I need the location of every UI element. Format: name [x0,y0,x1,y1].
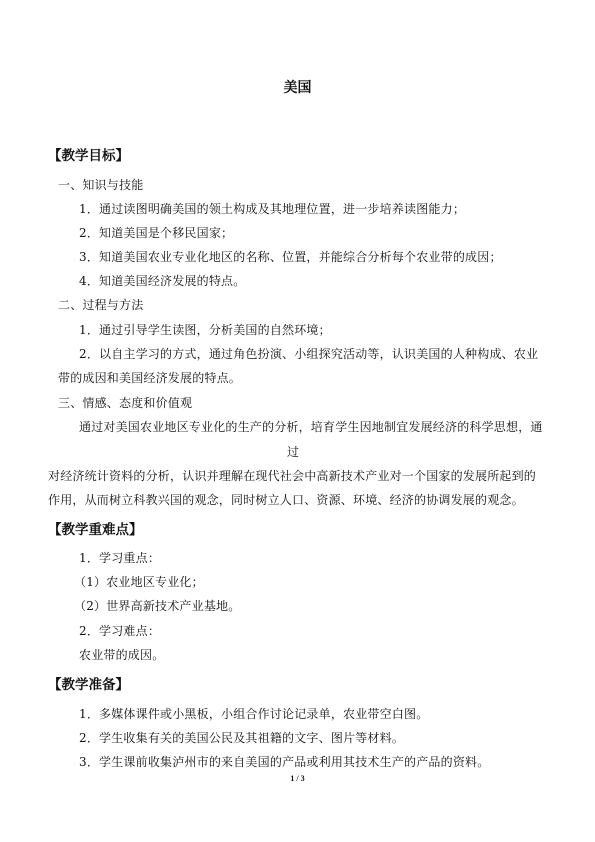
key-point-item-1: （1）农业地区专业化； [74,575,204,589]
section-heading-objectives: 【教学目标】 [48,148,129,164]
preparation-item-3: 3．学生课前收集泸州市的来自美国的产品或利用其技术生产的产品的资料。 [79,755,490,769]
page-number: 1 / 3 [290,774,305,783]
values-paragraph-line-2: 过 [287,445,300,459]
process-item-2-continued: 带的成因和美国经济发展的特点。 [58,371,242,385]
section-heading-key-points: 【教学重难点】 [48,522,143,538]
objective-item-3: 3．知道美国农业专业化地区的名称、位置，并能综合分析每个农业带的成因； [79,250,502,264]
subheading-knowledge-skills: 一、知识与技能 [58,178,144,192]
section-heading-preparation: 【教学准备】 [48,677,129,693]
subheading-emotion-values: 三、情感、态度和价值观 [58,396,193,410]
values-paragraph-line-1: 通过对美国农业地区专业化的生产的分析，培育学生因地制宜发展经济的科学思想，通 [79,420,543,434]
subheading-process-methods: 二、过程与方法 [58,298,144,312]
values-paragraph-line-4: 作用，从而树立科教兴国的观念，同时树立人口、资源、环境、经济的协调发展的观念。 [48,493,524,507]
objective-item-1: 1．通过读图明确美国的领土构成及其地理位置，进一步培养读图能力； [79,202,466,216]
objective-item-2: 2．知道美国是个移民国家； [79,226,234,240]
difficult-point-heading: 2．学习难点： [79,624,161,638]
key-point-heading: 1．学习重点： [79,551,161,565]
values-paragraph-line-3: 对经济统计资料的分析，认识并理解在现代社会中高新技术产业对一个国家的发展所起到的 [48,469,537,483]
key-point-item-2: （2）世界高新技术产业基地。 [74,599,241,613]
process-item-2: 2．以自主学习的方式，通过角色扮演、小组探究活动等，认识美国的人种构成、农业 [79,347,539,361]
objective-item-4: 4．知道美国经济发展的特点。 [79,274,246,288]
process-item-1: 1．通过引导学生读图，分析美国的自然环境； [79,323,331,337]
difficult-point-item: 农业带的成因。 [79,648,165,662]
document-title: 美国 [283,80,312,96]
preparation-item-2: 2．学生收集有关的美国公民及其祖籍的文字、图片等材料。 [79,731,405,745]
preparation-item-1: 1．多媒体课件或小黑板，小组合作讨论记录单，农业带空白图。 [79,707,429,721]
